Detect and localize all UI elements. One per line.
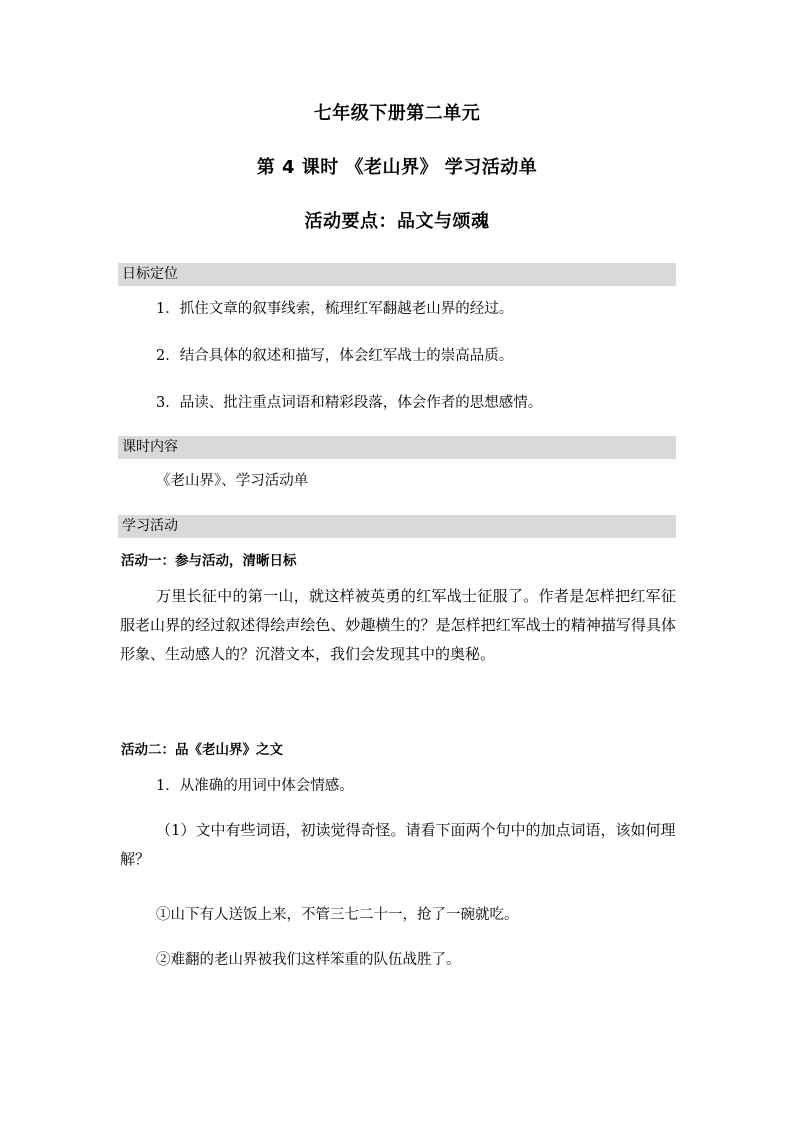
goals-section-header: 日标定位 xyxy=(118,263,676,286)
content-section-header: 课时内容 xyxy=(118,436,676,459)
goal-item-2: 2．结合具体的叙述和描写，体会红军战士的崇高品质。 xyxy=(156,348,514,364)
activity-1-heading: 活动一：参与活动，清晰日标 xyxy=(121,553,297,569)
activity-2-item-1: 1．从准确的用词中体会情感。 xyxy=(156,778,354,794)
activity-2-question: （1）文中有些词语，初读觉得奇怪。请看下面两个句中的加点词语，该如何理解？ xyxy=(120,821,676,868)
example-sentence-2: ②难翻的老山界被我们这样笨重的队伍战胜了。 xyxy=(156,952,461,968)
lesson-title: 第 4 课时 《老山界》 学习活动单 xyxy=(256,157,538,178)
goal-item-1: 1．抓住文章的叙事线索，梳理红军翻越老山界的经过。 xyxy=(156,301,514,317)
activity-focus-title: 活动要点：品文与颂魂 xyxy=(304,211,490,232)
activity-1-paragraph: 万里长征中的第一山，就这样被英勇的红军战士征服了。作者是怎样把红军征服老山界的经过叙述得绘声绘色、妙趣横生的？是怎样把红军战士的精神描写得具体形象、生动感人的？沉潜文本，我们会发现其中的奥秘。 xyxy=(120,587,676,663)
goal-item-3: 3．品读、批注重点词语和精彩段落，体会作者的思想感情。 xyxy=(156,395,543,411)
lesson-content-text: 《老山界》、学习活动单 xyxy=(156,473,309,489)
unit-title: 七年级下册第二单元 xyxy=(313,103,481,124)
activity-2-heading: 活动二：品《老山界》之文 xyxy=(121,742,283,758)
example-sentence-1: ①山下有人送饭上来，不管三七二十一，抢了一碗就吃。 xyxy=(156,907,519,923)
activities-section-header: 学习活动 xyxy=(118,515,676,538)
